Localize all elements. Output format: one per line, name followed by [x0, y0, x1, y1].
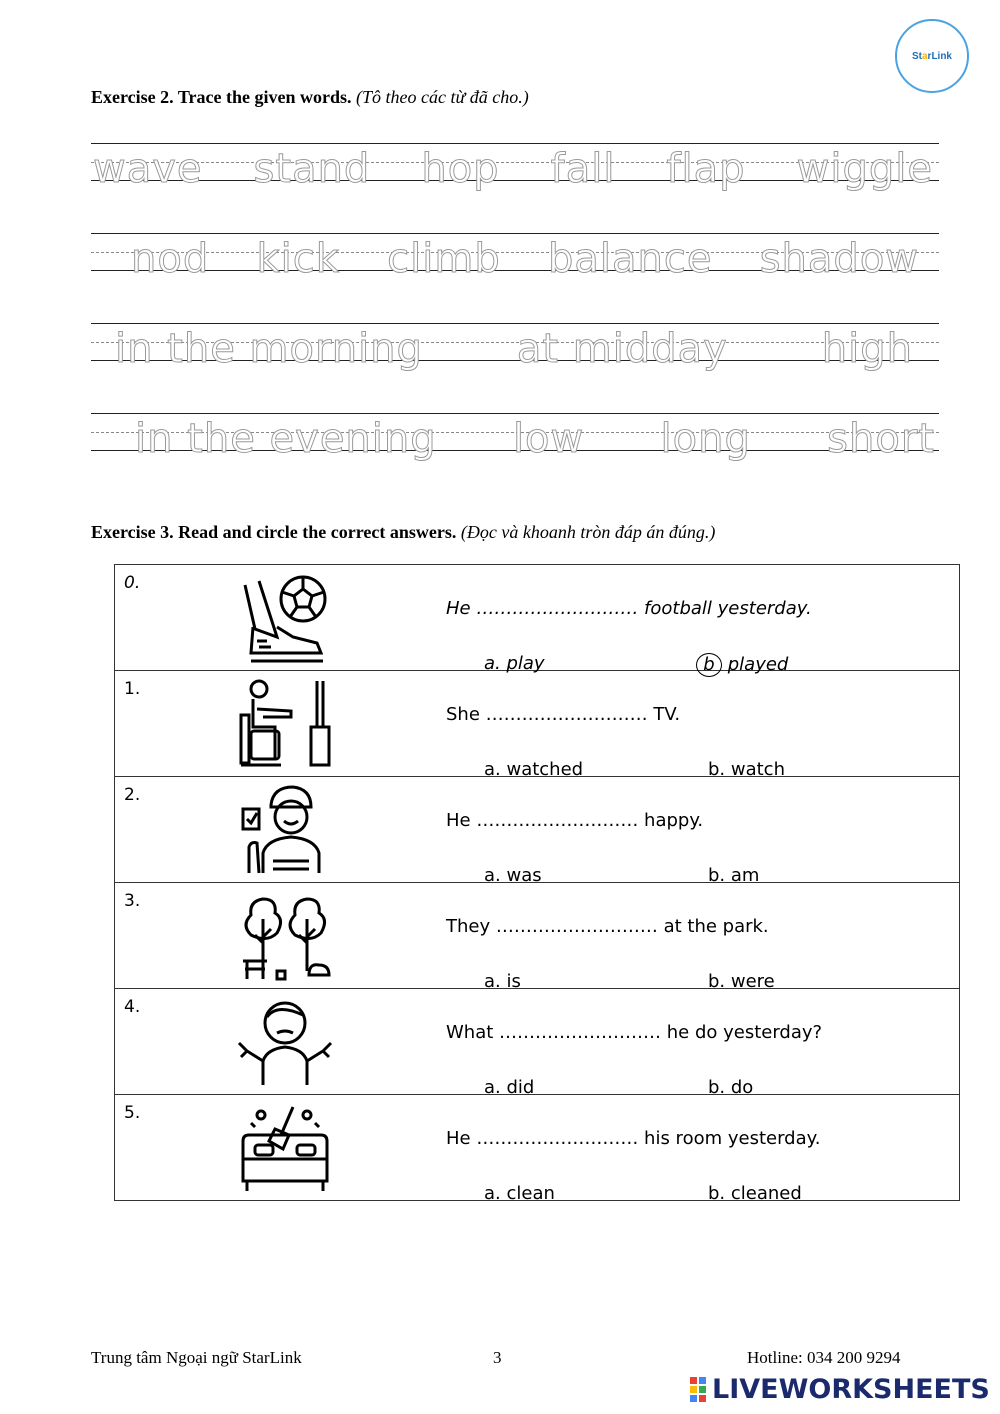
answer-circle: b — [696, 653, 722, 677]
question-number: 4. — [124, 997, 141, 1017]
trace-row-1 — [91, 143, 939, 192]
trace-word: balance — [547, 236, 713, 282]
exercise-3-title: Exercise 3. Read and circle the correct answers. — [91, 522, 457, 542]
option-b[interactable]: b. were — [708, 971, 775, 992]
exercise-2-heading — [91, 87, 529, 108]
question-text: She ……………………… TV. — [446, 704, 681, 725]
trace-word: stand — [253, 146, 371, 192]
trace-word: kick — [256, 236, 340, 282]
exercise-3-subtitle: (Đọc và khoanh tròn đáp án đúng.) — [460, 522, 716, 542]
trace-word: long — [660, 416, 751, 462]
happy-boy-icon — [237, 783, 333, 875]
trace-word: short — [827, 416, 935, 462]
question-text: What ……………………… he do yesterday? — [446, 1022, 823, 1043]
table-row — [115, 883, 960, 989]
question-number: 1. — [124, 679, 141, 699]
question-number: 5. — [124, 1103, 141, 1123]
option-a[interactable]: a. play — [484, 653, 545, 674]
football-kick-icon — [237, 571, 333, 663]
footer-center-name: Trung tâm Ngoại ngữ StarLink — [91, 1348, 302, 1367]
option-b[interactable]: b. am — [708, 865, 760, 886]
exercise-3-table — [114, 564, 960, 1204]
option-a[interactable]: a. clean — [484, 1183, 555, 1204]
trace-word: nod — [131, 236, 210, 282]
trace-word: at midday — [516, 326, 728, 372]
trace-word: shadow — [759, 236, 919, 282]
trace-word: wave — [93, 146, 203, 192]
question-text: He ……………………… happy. — [446, 810, 704, 831]
starlink-logo: St a rLink — [895, 19, 969, 93]
question-text: They ……………………… at the park. — [446, 916, 769, 937]
option-a[interactable]: a. was — [484, 865, 542, 886]
footer-hotline: Hotline: 034 200 9294 — [747, 1348, 901, 1367]
table-row — [115, 777, 960, 883]
trace-word: in the morning — [115, 326, 423, 372]
park-icon — [237, 889, 333, 981]
trace-word: wiggle — [796, 146, 933, 192]
table-row — [115, 671, 960, 777]
page-number: 3 — [493, 1348, 502, 1367]
table-row — [115, 565, 960, 671]
trace-word: low — [512, 416, 585, 462]
question-number: 2. — [124, 785, 141, 805]
trace-row-2 — [91, 233, 939, 282]
trace-row-3 — [91, 323, 939, 372]
liveworksheets-wordmark: LIVEWORKSHEETS — [712, 1373, 990, 1405]
trace-word: in the evening — [135, 416, 437, 462]
trace-word: climb — [387, 236, 501, 282]
question-number: 3. — [124, 891, 141, 911]
table-row — [115, 989, 960, 1095]
exercise-2-subtitle: (Tô theo các từ đã cho.) — [355, 87, 529, 107]
watching-tv-icon — [237, 677, 333, 769]
trace-word: fall — [550, 146, 616, 192]
trace-word: flap — [666, 146, 746, 192]
exercise-3-heading — [91, 522, 715, 543]
trace-row-4 — [91, 413, 939, 462]
option-b[interactable]: b. cleaned — [708, 1183, 802, 1204]
option-b[interactable]: b. do — [708, 1077, 754, 1098]
liveworksheets-logo-icon — [690, 1377, 706, 1402]
trace-word: hop — [421, 146, 500, 192]
option-a[interactable]: a. is — [484, 971, 521, 992]
option-b[interactable]: b. watch — [708, 759, 785, 780]
liveworksheets-brand — [690, 1374, 990, 1404]
option-a[interactable]: a. did — [484, 1077, 535, 1098]
table-row — [115, 1095, 960, 1201]
cleaning-bed-icon — [237, 1101, 333, 1193]
exercise-2-title: Exercise 2. Trace the given words. — [91, 87, 352, 107]
question-text: He ……………………… football yesterday. — [446, 598, 812, 619]
question-text: He ……………………… his room yesterday. — [446, 1128, 821, 1149]
question-number: 0. — [124, 573, 141, 593]
shrugging-boy-icon — [237, 995, 333, 1087]
trace-word: high — [821, 326, 913, 372]
option-a[interactable]: a. watched — [484, 759, 584, 780]
option-b[interactable]: b played — [708, 653, 788, 677]
